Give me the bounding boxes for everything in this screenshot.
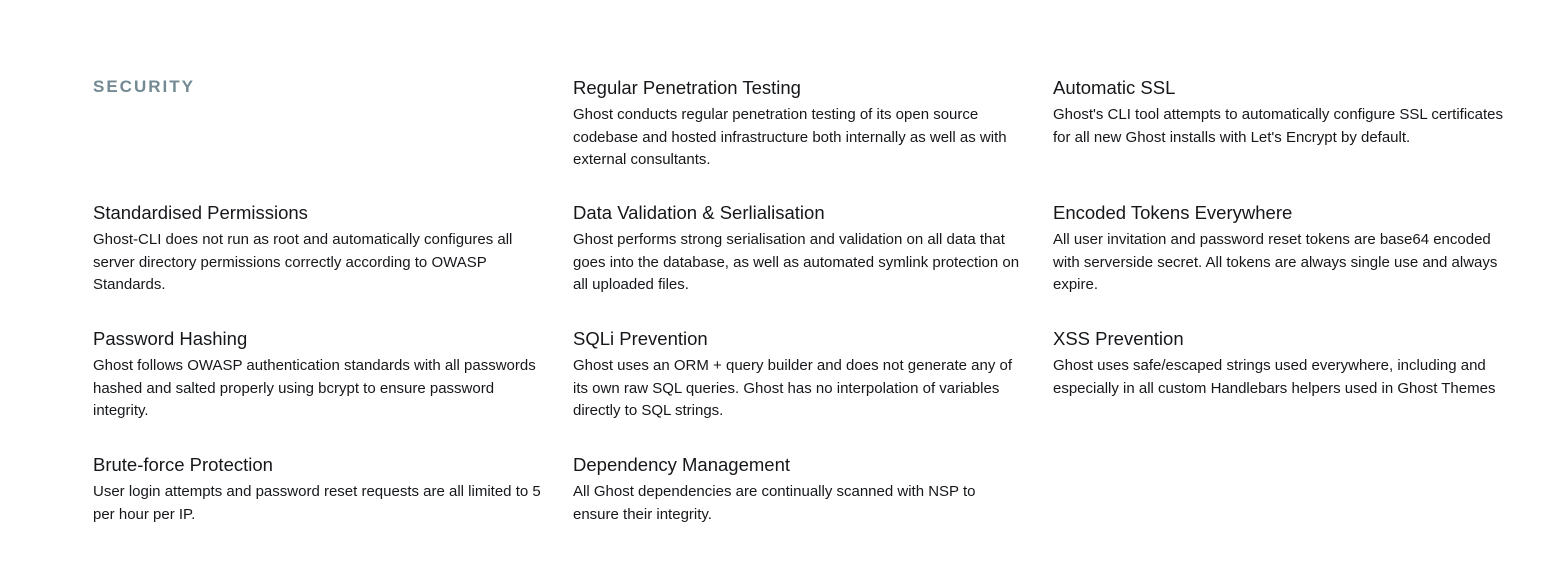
feature-encoded-tokens — [1053, 202, 1503, 297]
feature-data-validation — [573, 202, 1023, 297]
feature-title: XSS Prevention — [1053, 328, 1184, 349]
feature-title: Dependency Management — [573, 454, 791, 475]
feature-title: Encoded Tokens Everywhere — [1053, 202, 1293, 223]
feature-description: Ghost-CLI does not run as root and automatically configures all server directory permissions correctly according to OWASP Standards. — [93, 231, 513, 293]
feature-automatic-ssl — [1053, 77, 1503, 149]
feature-description: All Ghost dependencies are continually scanned with NSP to ensure their integrity. — [573, 483, 976, 523]
feature-description: Ghost's CLI tool attempts to automatically configure SSL certificates for all new Ghost installs with Let's Encrypt by default. — [1053, 106, 1504, 146]
section-heading: SECURITY — [93, 77, 195, 96]
feature-sqli-prevention — [573, 328, 1023, 423]
feature-title: Password Hashing — [93, 328, 248, 349]
feature-brute-force-protection — [93, 454, 543, 526]
feature-standardised-permissions — [93, 202, 543, 297]
feature-title: Automatic SSL — [1053, 77, 1176, 98]
feature-description: All user invitation and password reset tokens are base64 encoded with serverside secret. All tokens are always single use and always expire. — [1053, 231, 1498, 293]
feature-title: Data Validation & Serlialisation — [573, 202, 825, 223]
feature-description: Ghost performs strong serialisation and validation on all data that goes into the database, as well as automated symlink protection on all uploaded files. — [573, 231, 1020, 293]
feature-title: Brute-force Protection — [93, 454, 273, 475]
feature-regular-penetration-testing — [573, 77, 1023, 172]
feature-title: Standardised Permissions — [93, 202, 308, 223]
feature-description: Ghost uses an ORM + query builder and does not generate any of its own raw SQL queries. Ghost has no interpolation of variables directly to SQL strings. — [573, 357, 1013, 419]
feature-dependency-management — [573, 454, 1023, 526]
feature-description: Ghost conducts regular penetration testing of its open source codebase and hosted infrastructure both internally as well as with external consultants. — [573, 106, 1007, 168]
feature-description: Ghost follows OWASP authentication standards with all passwords hashed and salted properly using bcrypt to ensure password integrity. — [93, 357, 536, 419]
feature-password-hashing — [93, 328, 543, 423]
feature-description: Ghost uses safe/escaped strings used everywhere, including and especially in all custom Handlebars helpers used in Ghost Themes — [1053, 357, 1496, 397]
feature-xss-prevention — [1053, 328, 1503, 400]
feature-title: Regular Penetration Testing — [573, 77, 801, 98]
feature-title: SQLi Prevention — [573, 328, 708, 349]
feature-description: User login attempts and password reset requests are all limited to 5 per hour per IP. — [93, 483, 541, 523]
